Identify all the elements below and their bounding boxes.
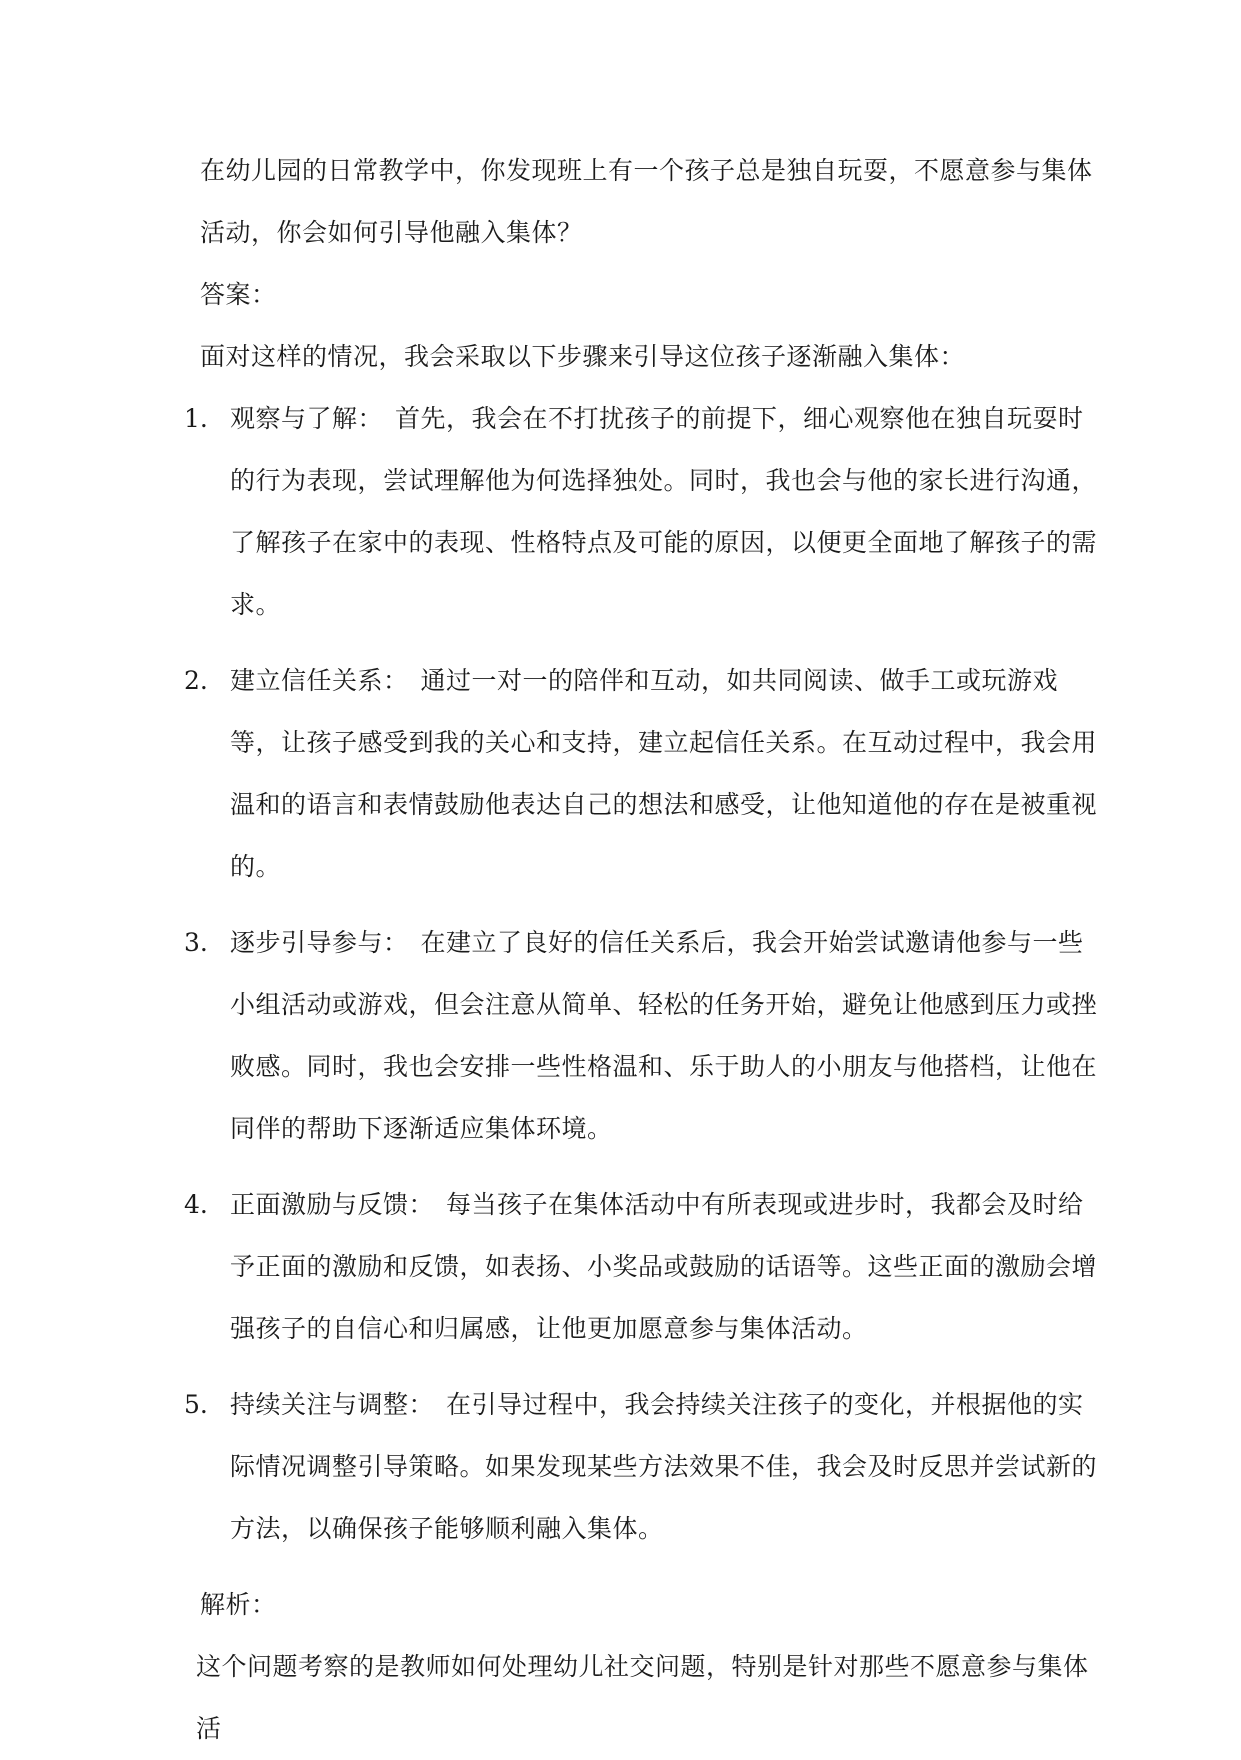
list-item bbox=[184, 388, 1100, 636]
list-item-number: 3. bbox=[184, 928, 208, 957]
list-item bbox=[184, 1174, 1100, 1360]
list-item-title: 逐步引导参与： bbox=[230, 928, 409, 957]
list-item-title: 持续关注与调整： bbox=[230, 1390, 435, 1419]
list-item-text: 首先，我会在不打扰孩子的前提下，细心观察他在独自玩耍时的行为表现，尝试理解他为何选择独处。同时，我也会与他的家长进行沟通，了解孩子在家中的表现、性格特点及可能的原因，以便更全面地了解孩子的需求。 bbox=[230, 404, 1098, 619]
analysis-text: 这个问题考察的是教师如何处理幼儿社交问题，特别是针对那些不愿意参与集体活 bbox=[196, 1652, 1089, 1743]
list-item-title: 正面激励与反馈： bbox=[230, 1190, 435, 1219]
list-item bbox=[184, 1374, 1100, 1560]
list-item bbox=[184, 650, 1100, 898]
answer-label: 答案： bbox=[200, 280, 277, 309]
list-item-number: 5. bbox=[184, 1390, 208, 1419]
list-item-text: 在建立了良好的信任关系后，我会开始尝试邀请他参与一些小组活动或游戏，但会注意从简单、轻松的任务开始，避免让他感到压力或挫败感。同时，我也会安排一些性格温和、乐于助人的小朋友与他搭档，让他在同伴的帮助下逐渐适应集体环境。 bbox=[230, 928, 1098, 1143]
list-item-title: 建立信任关系： bbox=[230, 666, 409, 695]
list-item-title: 观察与了解： bbox=[230, 404, 384, 433]
list-item bbox=[184, 912, 1100, 1160]
document-content bbox=[184, 140, 1100, 1760]
list-item-number: 4. bbox=[184, 1190, 208, 1219]
answer-intro: 面对这样的情况，我会采取以下步骤来引导这位孩子逐渐融入集体： bbox=[200, 342, 966, 371]
list-item-number: 1. bbox=[184, 404, 208, 433]
steps-list bbox=[184, 388, 1100, 1560]
list-item-text: 每当孩子在集体活动中有所表现或进步时，我都会及时给予正面的激励和反馈，如表扬、小奖品或鼓励的话语等。这些正面的激励会增强孩子的自信心和归属感，让他更加愿意参与集体活动。 bbox=[230, 1190, 1098, 1343]
analysis-label: 解析： bbox=[200, 1590, 277, 1619]
question-text: 在幼儿园的日常教学中，你发现班上有一个孩子总是独自玩耍，不愿意参与集体活动，你会如何引导他融入集体？ bbox=[200, 156, 1093, 247]
list-item-text: 通过一对一的陪伴和互动，如共同阅读、做手工或玩游戏等，让孩子感受到我的关心和支持，建立起信任关系。在互动过程中，我会用温和的语言和表情鼓励他表达自己的想法和感受，让他知道他的存在是被重视的。 bbox=[230, 666, 1098, 881]
list-item-text: 在引导过程中，我会持续关注孩子的变化，并根据他的实际情况调整引导策略。如果发现某些方法效果不佳，我会及时反思并尝试新的方法，以确保孩子能够顺利融入集体。 bbox=[230, 1390, 1098, 1543]
list-item-number: 2. bbox=[184, 666, 208, 695]
